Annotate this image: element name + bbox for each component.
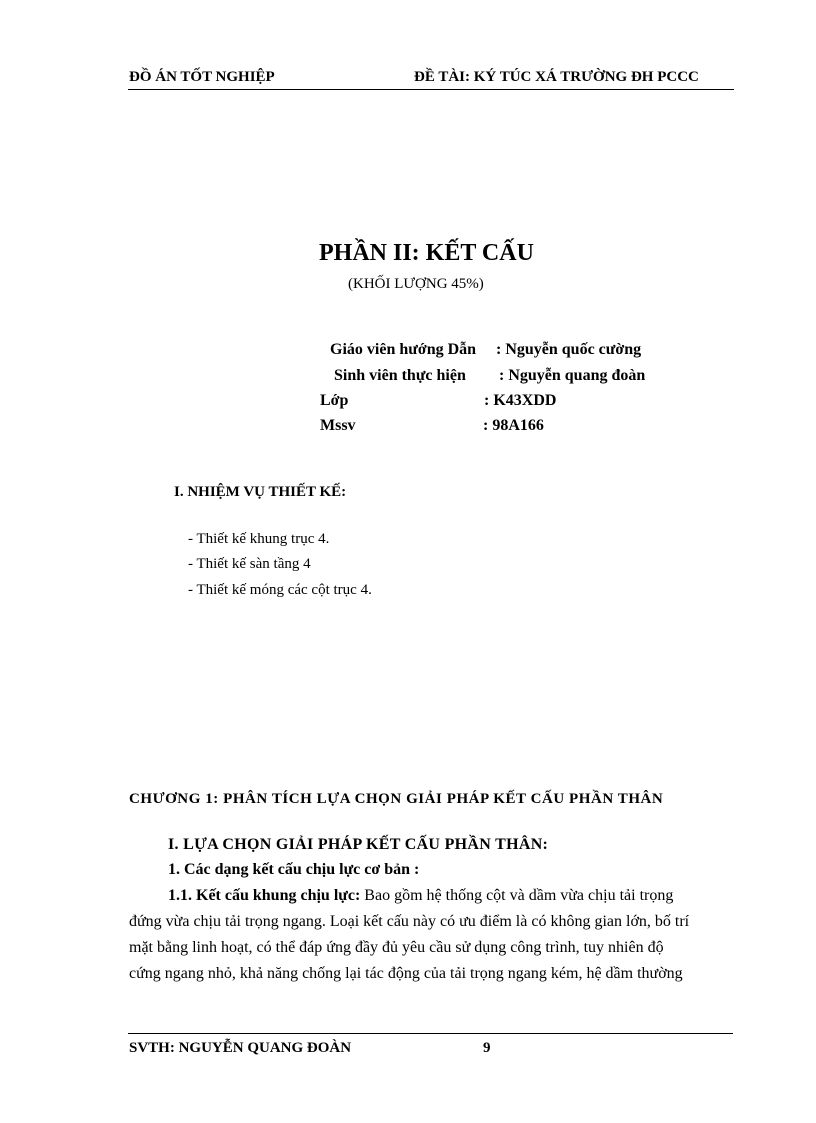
paragraph-line-2: đứng vừa chịu tải trọng ngang. Loại kết cấu này có ưu điểm là có không gian lớn, bố trí bbox=[129, 913, 690, 930]
section-heading: I. LỰA CHỌN GIẢI PHÁP KẾT CẤU PHẦN THÂN: bbox=[168, 836, 549, 853]
header-topic-label: ĐỀ TÀI: KÝ TÚC XÁ TRƯỜNG ĐH PCCC bbox=[414, 69, 699, 85]
header-divider bbox=[128, 89, 734, 90]
task-item: - Thiết kế sàn tầng 4 bbox=[188, 556, 311, 572]
subsection-heading: 1. Các dạng kết cấu chịu lực cơ bản : bbox=[168, 861, 420, 878]
task-item: - Thiết kế móng các cột trục 4. bbox=[188, 582, 372, 598]
paragraph-line-1 bbox=[168, 887, 673, 905]
paragraph-line-3: mặt bằng linh hoạt, có thể đáp ứng đầy đủ yêu cầu sử dụng công trình, tuy nhiên độ bbox=[129, 939, 664, 956]
paragraph-line-4: cứng ngang nhỏ, khả năng chống lại tác động của tải trọng ngang kém, hệ dầm thường bbox=[129, 965, 683, 982]
student-id-value: : 98A166 bbox=[483, 417, 544, 434]
chapter-title: CHƯƠNG 1: PHÂN TÍCH LỰA CHỌN GIẢI PHÁP KẾT CẤU PHẦN THÂN bbox=[129, 791, 664, 807]
part-title: PHẦN II: KẾT CẤU bbox=[319, 240, 534, 266]
class-value: : K43XDD bbox=[484, 392, 557, 409]
footer-student-label: SVTH: NGUYỄN QUANG ĐOÀN bbox=[129, 1040, 352, 1056]
paragraph-text: Bao gồm hệ thống cột và dầm vừa chịu tải trọng bbox=[360, 887, 674, 904]
student-label: Sinh viên thực hiện bbox=[334, 367, 466, 384]
student-value: : Nguyễn quang đoàn bbox=[499, 367, 646, 384]
part-subtitle: (KHỐI LƯỢNG 45%) bbox=[348, 276, 484, 292]
tasks-heading: I. NHIỆM VỤ THIẾT KẾ: bbox=[174, 484, 347, 500]
student-id-label: Mssv bbox=[320, 417, 356, 434]
advisor-label: Giáo viên hướng Dẫn bbox=[330, 341, 477, 358]
item-label: 1.1. Kết cấu khung chịu lực: bbox=[168, 887, 361, 904]
footer-divider bbox=[128, 1033, 733, 1034]
page-number: 9 bbox=[483, 1040, 491, 1056]
task-item: - Thiết kế khung trục 4. bbox=[188, 531, 330, 547]
class-label: Lớp bbox=[320, 392, 349, 409]
advisor-value: : Nguyễn quốc cường bbox=[496, 341, 642, 358]
header-project-label: ĐỒ ÁN TỐT NGHIỆP bbox=[129, 69, 275, 85]
